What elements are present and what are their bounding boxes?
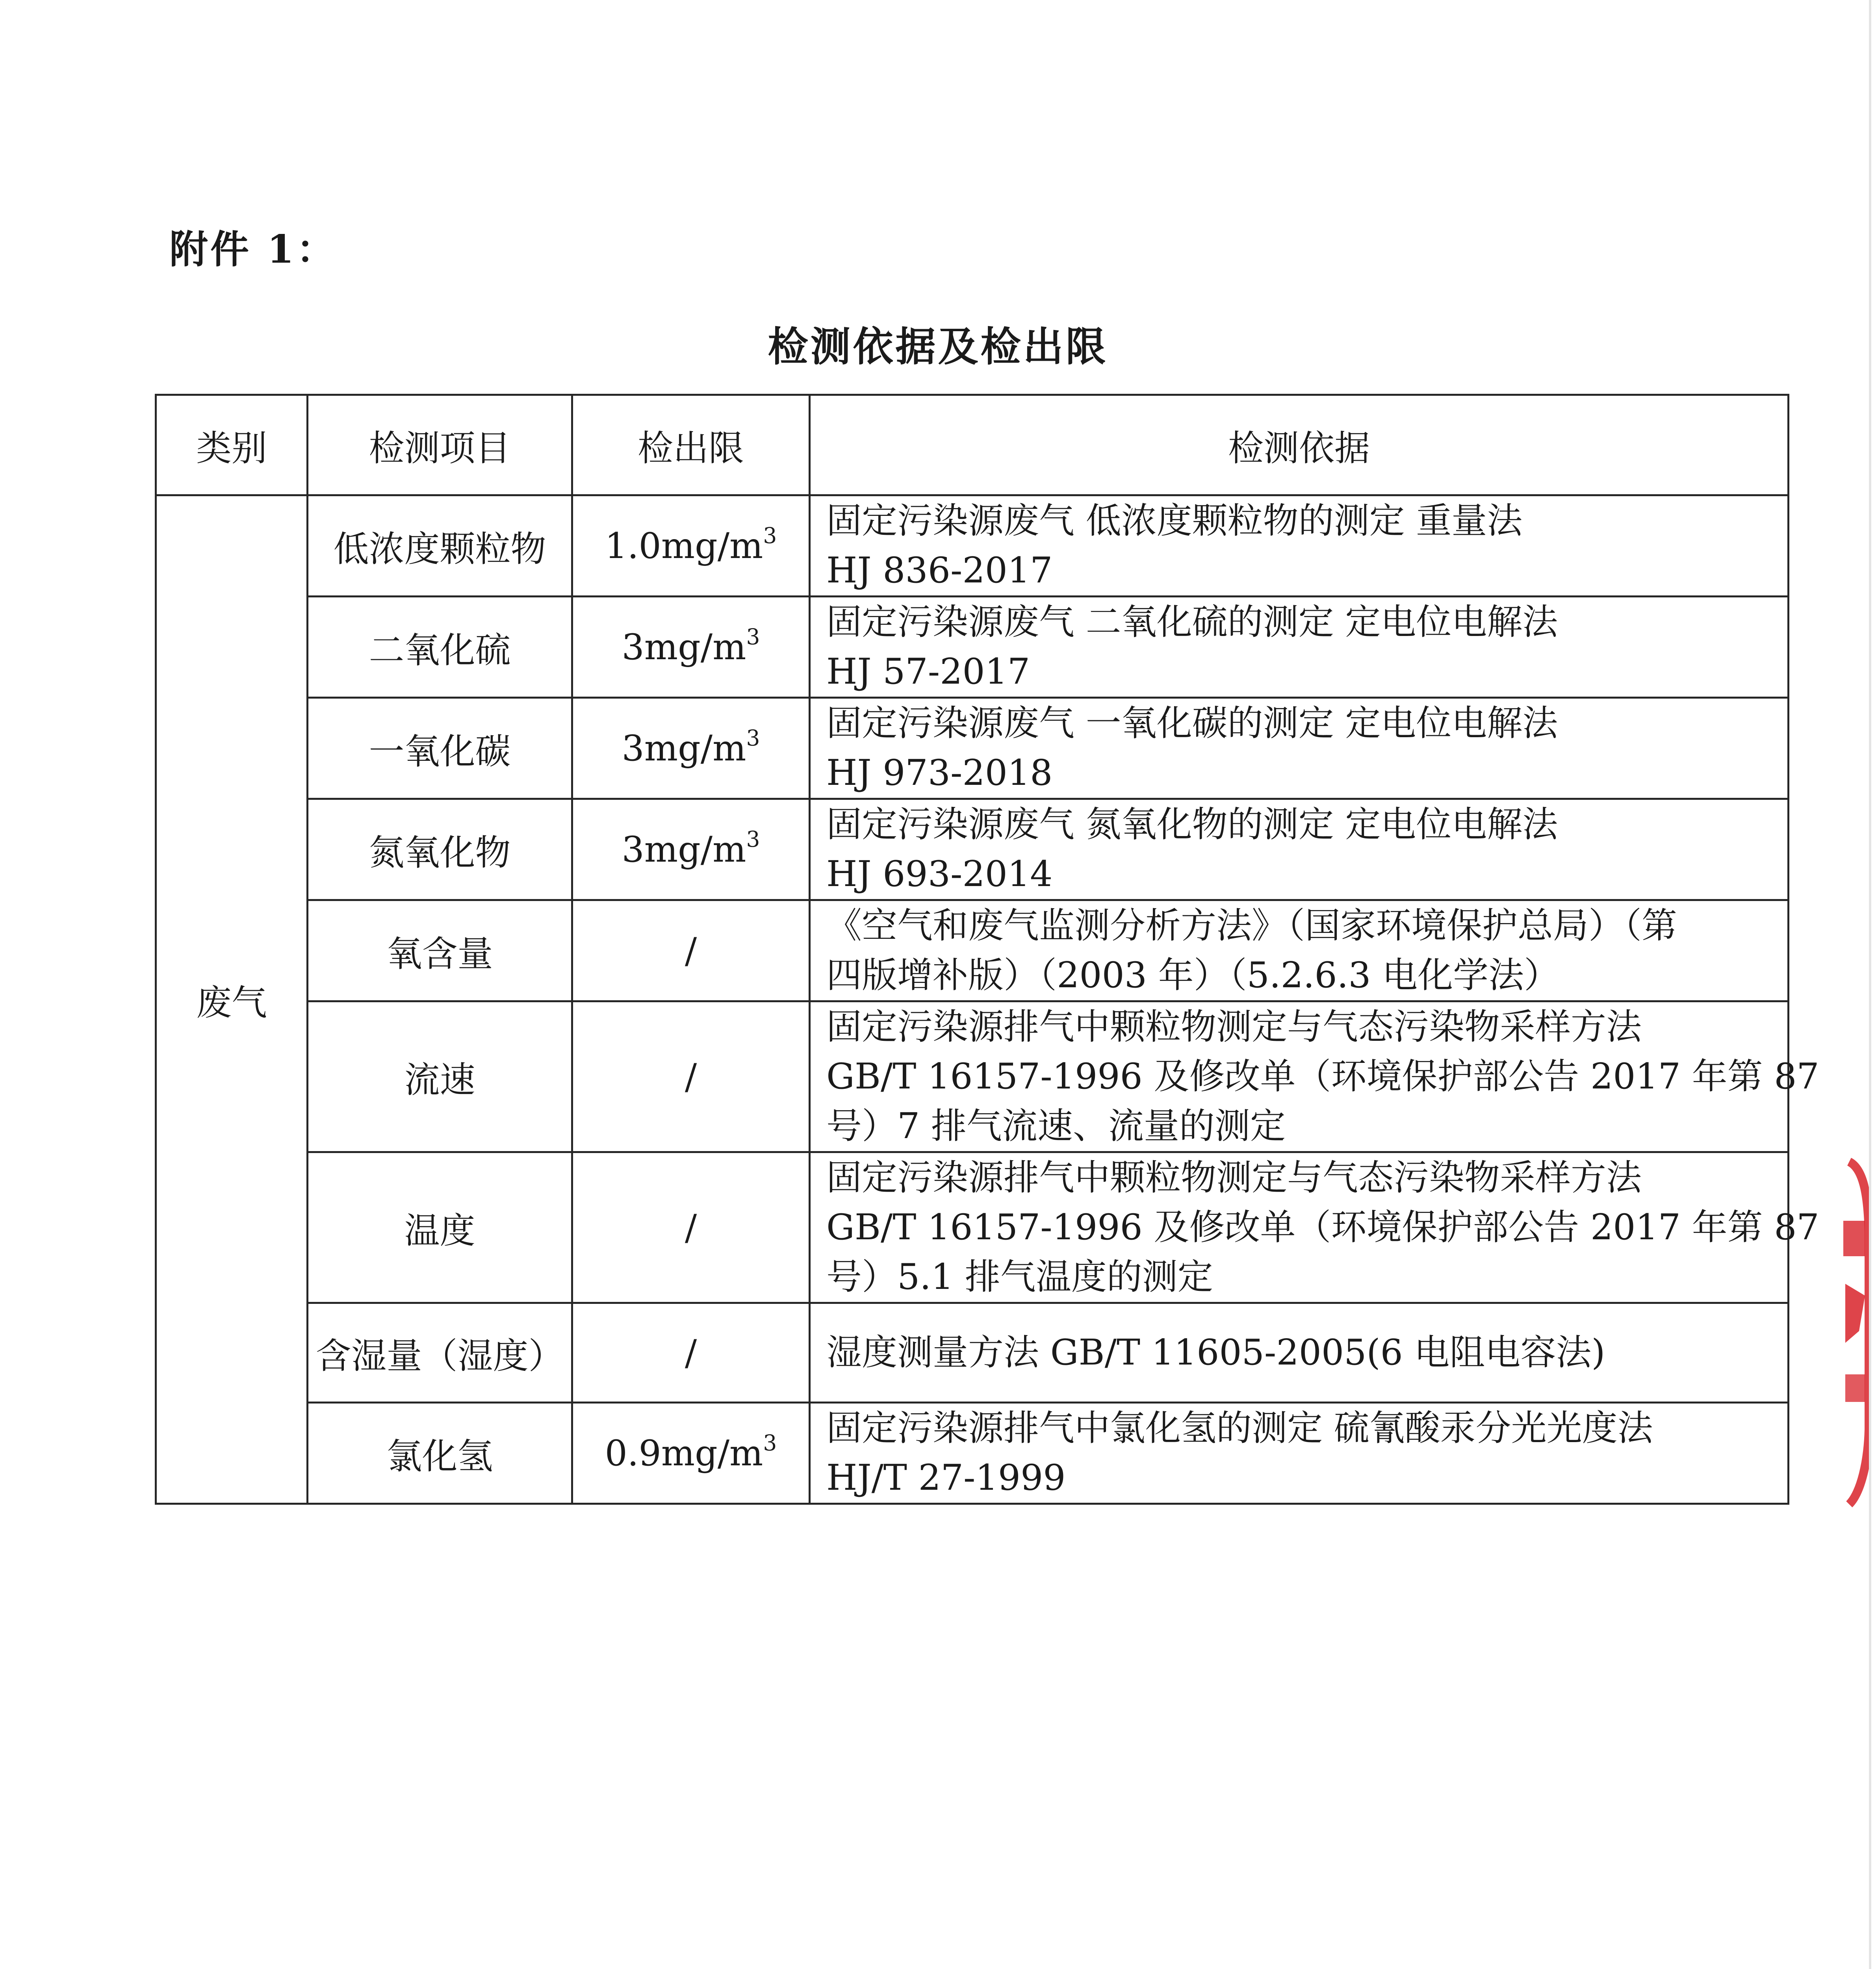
method-line: GB/T 16157-1996 及修改单（环境保护部公告 2017 年第 87 (826, 1207, 1819, 1248)
item-cell: 流速 (308, 1001, 572, 1152)
table-row (156, 597, 1789, 698)
table-row (156, 900, 1789, 1001)
method-line: 固定污染源废气 氮氧化物的测定 定电位电解法 (826, 804, 1558, 845)
method-line: HJ/T 27-1999 (826, 1457, 1066, 1498)
table-row (156, 698, 1789, 799)
method-line: 固定污染源废气 低浓度颗粒物的测定 重量法 (826, 500, 1523, 541)
page-edge (1869, 0, 1871, 1969)
category-cell: 废气 (156, 495, 308, 1504)
method-line: 固定污染源废气 二氧化硫的测定 定电位电解法 (826, 601, 1558, 643)
method-line: 四版增补版）（2003 年）（5.2.6.3 电化学法） (826, 955, 1560, 996)
limit-cell (572, 900, 810, 1001)
item-cell: 含湿量（湿度） (308, 1303, 572, 1403)
method-cell (810, 1152, 1819, 1303)
method-line: GB/T 16157-1996 及修改单（环境保护部公告 2017 年第 87 (826, 1056, 1819, 1097)
table-header-row (156, 395, 1789, 495)
limit-value: / (685, 930, 697, 972)
detection-basis-table (155, 394, 1819, 1505)
method-line: 号）5.1 排气温度的测定 (826, 1256, 1213, 1298)
item-cell: 温度 (308, 1152, 572, 1303)
red-seal-fragment (1822, 1154, 1869, 1508)
limit-value: 3mg/m (622, 829, 746, 870)
header-category: 类别 (156, 395, 308, 495)
item-cell: 二氧化硫 (308, 597, 572, 698)
table-row (156, 799, 1789, 900)
table-row (156, 1001, 1789, 1152)
table-row (156, 1303, 1789, 1403)
limit-unit-exponent: 3 (763, 1430, 777, 1455)
limit-cell (572, 1152, 810, 1303)
limit-cell (572, 495, 810, 597)
method-cell (810, 900, 1789, 1001)
method-cell (810, 1303, 1789, 1403)
method-line: 固定污染源排气中颗粒物测定与气态污染物采样方法 (826, 1006, 1642, 1048)
limit-cell (572, 1001, 810, 1152)
method-line: 固定污染源废气 一氧化碳的测定 定电位电解法 (826, 703, 1558, 744)
method-line: HJ 57-2017 (826, 651, 1030, 692)
table-row (156, 1403, 1789, 1504)
method-cell (810, 1403, 1789, 1504)
method-cell (810, 799, 1789, 900)
header-limit: 检出限 (572, 395, 810, 495)
item-cell: 氧含量 (308, 900, 572, 1001)
limit-cell (572, 698, 810, 799)
header-item: 检测项目 (308, 395, 572, 495)
limit-cell (572, 1303, 810, 1403)
limit-value: / (685, 1056, 697, 1098)
limit-value: 1.0mg/m (605, 525, 763, 567)
method-line: 号）7 排气流速、流量的测定 (826, 1105, 1286, 1147)
method-line: 固定污染源排气中颗粒物测定与气态污染物采样方法 (826, 1157, 1642, 1198)
limit-cell (572, 799, 810, 900)
item-cell: 低浓度颗粒物 (308, 495, 572, 597)
limit-unit-exponent: 3 (746, 725, 760, 751)
limit-cell (572, 597, 810, 698)
limit-cell (572, 1403, 810, 1504)
method-cell (810, 1001, 1819, 1152)
method-cell (810, 495, 1789, 597)
limit-unit-exponent: 3 (746, 826, 760, 852)
limit-value: / (685, 1207, 697, 1248)
limit-value: 3mg/m (622, 727, 746, 769)
method-line: HJ 836-2017 (826, 550, 1053, 591)
limit-unit-exponent: 3 (746, 624, 760, 649)
limit-value: / (685, 1332, 697, 1374)
limit-unit-exponent: 3 (763, 523, 777, 548)
method-line: HJ 693-2014 (826, 853, 1053, 895)
limit-value: 3mg/m (622, 626, 746, 668)
table-row (156, 495, 1789, 597)
method-line: 《空气和废气监测分析方法》（国家环境保护总局）（第 (826, 905, 1677, 946)
item-cell: 氮氧化物 (308, 799, 572, 900)
item-cell: 氯化氢 (308, 1403, 572, 1504)
header-method: 检测依据 (810, 395, 1789, 495)
table-row (156, 1152, 1789, 1303)
attachment-label: 附件 1： (169, 227, 338, 272)
method-line: HJ 973-2018 (826, 752, 1053, 794)
method-line: 固定污染源排气中氯化氢的测定 硫氰酸汞分光光度法 (826, 1407, 1653, 1449)
document-title: 检测依据及检出限 (768, 323, 1108, 371)
method-line: 湿度测量方法 GB/T 11605-2005(6 电阻电容法) (826, 1332, 1605, 1373)
method-cell (810, 597, 1789, 698)
table-body (156, 495, 1819, 1504)
limit-value: 0.9mg/m (605, 1432, 763, 1474)
item-cell: 一氧化碳 (308, 698, 572, 799)
method-cell (810, 698, 1789, 799)
